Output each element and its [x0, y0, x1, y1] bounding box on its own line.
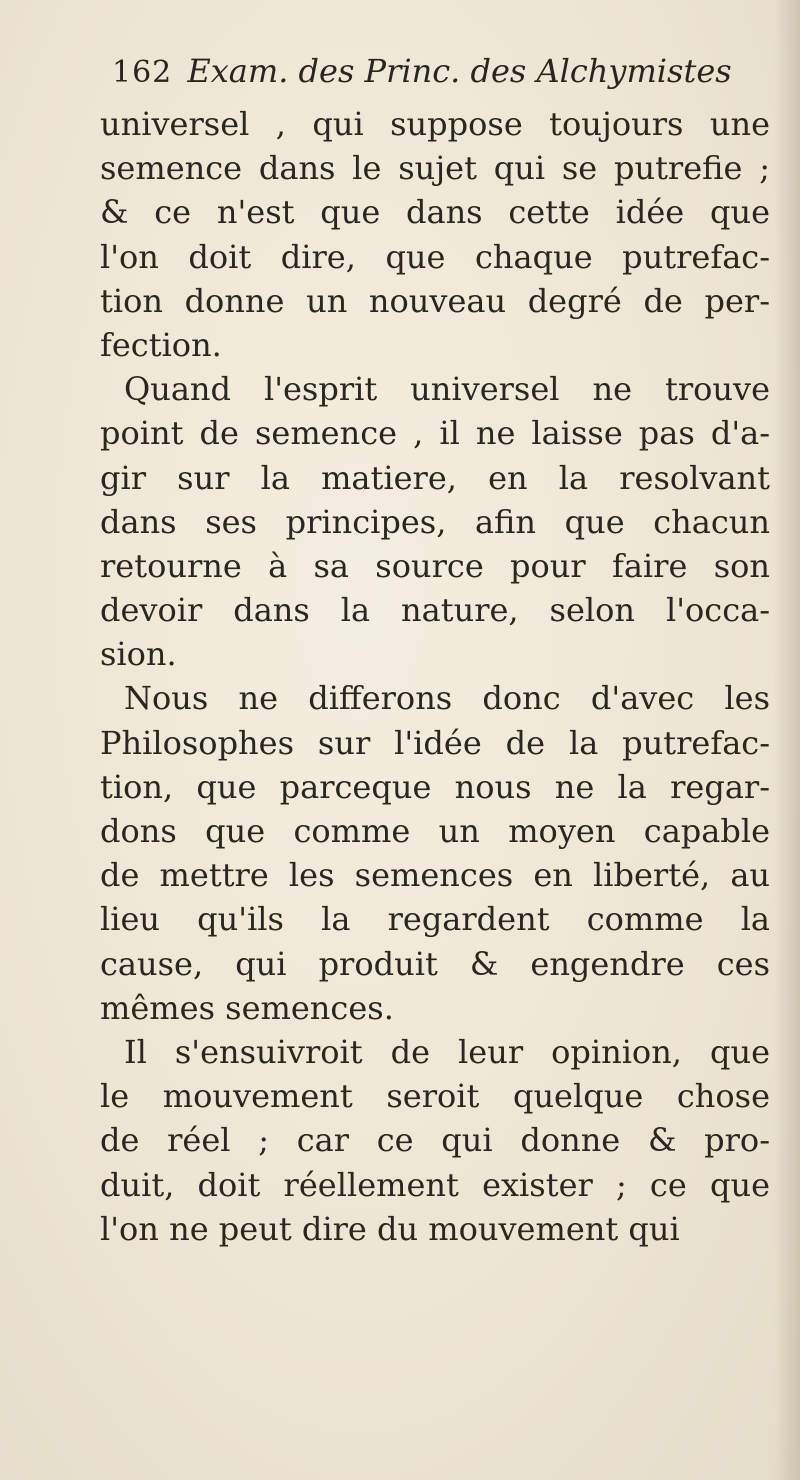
text-line: Nous ne differons donc d'avec les: [124, 679, 770, 718]
text-line: Il s'ensuivroit de leur opinion, que: [124, 1032, 770, 1071]
text-line: dons que comme un moyen capable: [100, 812, 770, 850]
text-line: l'on doit dire, que chaque putrefac-: [100, 237, 770, 276]
text-line: cause, qui produit & engendre ces: [100, 944, 770, 983]
text-line: fection.: [100, 325, 222, 364]
body-text: [100, 102, 770, 1251]
text-line: point de semence , il ne laisse pas d'a-: [100, 414, 770, 453]
page-number: 162: [112, 55, 173, 90]
text-line: tion, que parceque nous ne la regar-: [100, 767, 770, 806]
text-line: gir sur la matiere, en la resolvant: [100, 458, 770, 497]
text-line: sion.: [100, 635, 177, 674]
text-line: semence dans le sujet qui se putrefie ;: [100, 149, 770, 188]
page-edge-shadow: [774, 0, 800, 1480]
text-line: & ce n'est que dans cette idée que: [100, 193, 770, 232]
text-line: universel , qui suppose toujours une: [100, 105, 770, 143]
text-line: dans ses principes, afin que chacun: [100, 502, 770, 541]
text-line: Philosophes sur l'idée de la putrefac-: [100, 723, 770, 762]
text-line: le mouvement seroit quelque chose: [100, 1077, 770, 1116]
text-line: devoir dans la nature, selon l'occa-: [100, 591, 770, 630]
text-line: de mettre les semences en liberté, au: [100, 856, 770, 895]
text-line: l'on ne peut dire du mouvement qui: [100, 1209, 680, 1248]
text-line: retourne à sa source pour faire son: [100, 546, 770, 585]
page-header: [112, 52, 772, 102]
text-line: de réel ; car ce qui donne & pro-: [100, 1121, 770, 1160]
running-title: Exam. des Princ. des Alchymistes: [187, 52, 732, 90]
text-line: lieu qu'ils la regardent comme la: [100, 900, 770, 939]
text-line: tion donne un nouveau degré de per-: [100, 281, 770, 320]
text-line: duit, doit réellement exister ; ce que: [100, 1165, 770, 1204]
text-line: mêmes semences.: [100, 988, 394, 1027]
text-line: Quand l'esprit universel ne trouve: [124, 370, 770, 409]
